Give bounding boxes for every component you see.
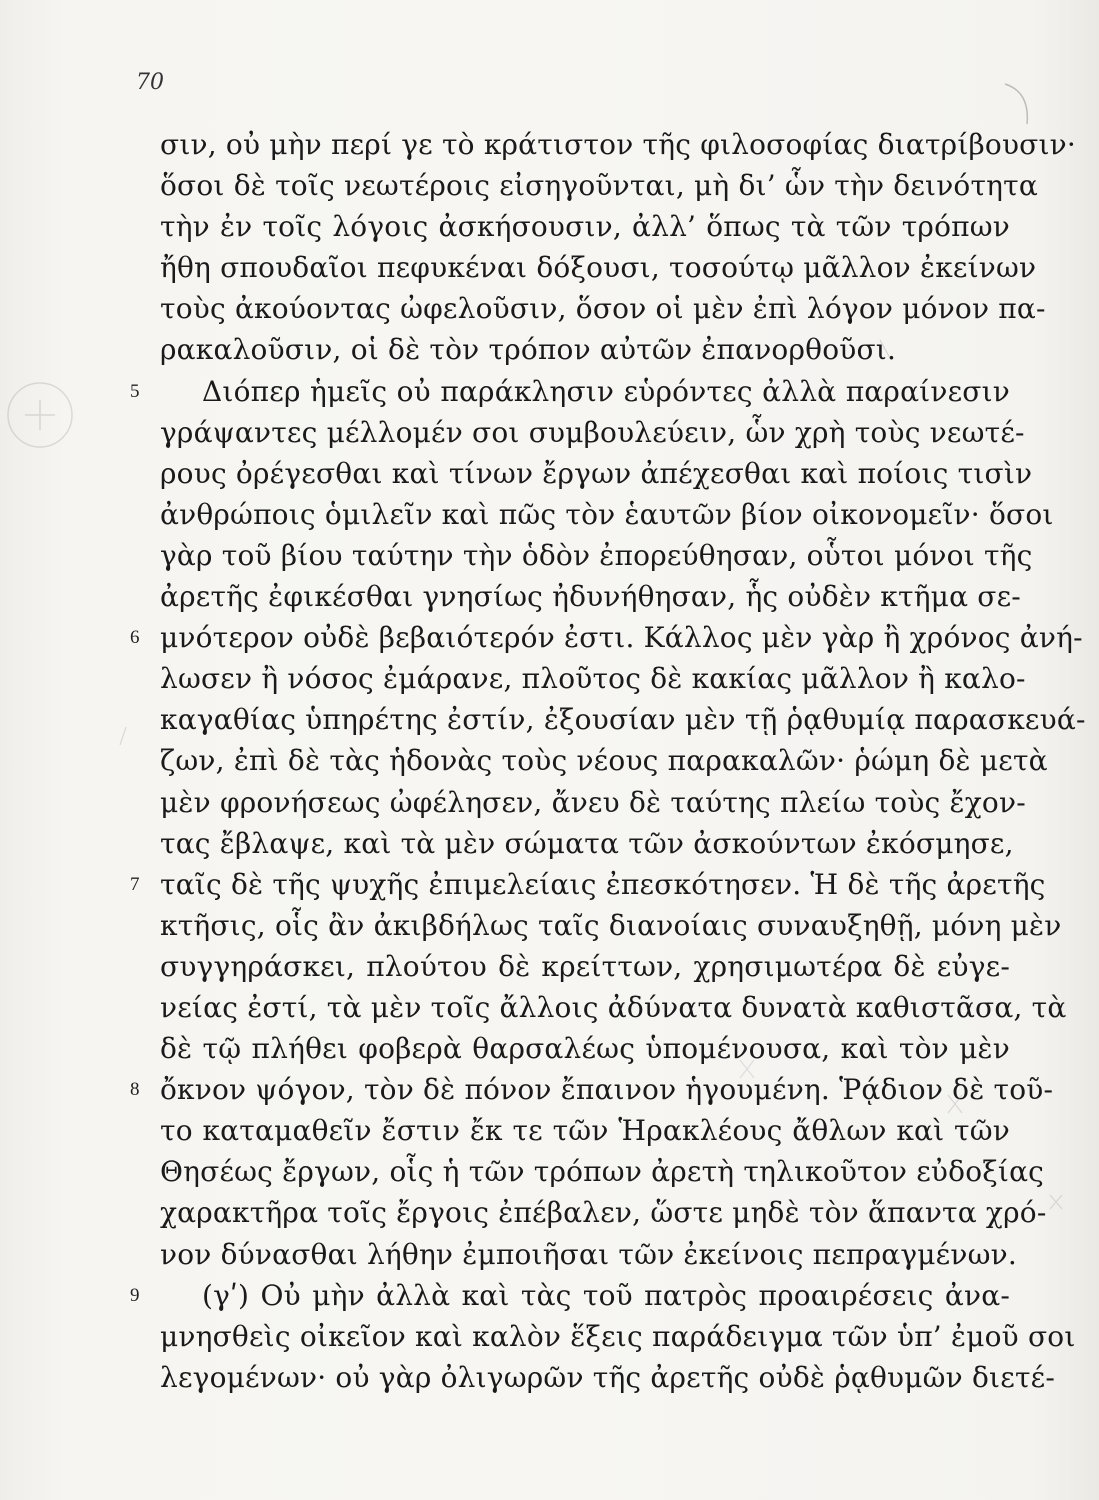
section-number: 9 [130,1284,140,1306]
text-line: μὲν φρονήσεως ὠφέλησεν, ἄνευ δὲ ταύτης πλείω τοὺς ἔχον- [160,785,1026,819]
text-line: νον δύνασθαι λήθην ἐμποιῆσαι τῶν ἐκείνοις πεπραγμένων. [160,1237,1017,1271]
text-line: ὄκνον ψόγον, τὸν δὲ πόνον ἔπαινον ἡγουμένη. Ῥᾴδιον δὲ τοῦ- [160,1073,1054,1107]
text-line: ζων, ἐπὶ δὲ τὰς ἡδονὰς τοὺς νέους παρακαλῶν· ῥώμη δὲ μετὰ [160,744,1048,778]
text-line: κτῆσις, οἷς ἂν ἀκιβδήλως ταῖς διανοίαις συναυξηθῇ, μόνη μὲν [160,908,1062,942]
text-line: συγγηράσκει, πλούτου δὲ κρείττων, χρησιμωτέρα δὲ εὐγε- [160,949,1010,983]
text-line: ρους ὀρέγεσθαι καὶ τίνων ἔργων ἀπέχεσθαι καὶ ποίοις τισὶν [160,456,1033,490]
text-line: γὰρ τοῦ βίου ταύτην τὴν ὁδὸν ἐπορεύθησαν, οὗτοι μόνοι τῆς [160,538,1033,572]
text-line: ἤθη σπουδαῖοι πεφυκέναι δόξουσι, τοσούτῳ μᾶλλον ἐκείνων [160,251,1037,285]
text-line: δὲ τῷ πλήθει φοβερὰ θαρσαλέως ὑπομένουσα, καὶ τὸν μὲν [160,1032,1010,1066]
text-line: ταῖς δὲ τῆς ψυχῆς ἐπιμελείαις ἐπεσκότησεν. Ἡ δὲ τῆς ἀρετῆς [160,867,1046,901]
text-line: ρακαλοῦσιν, οἱ δὲ τὸν τρόπον αὐτῶν ἐπανορθοῦσι. [160,333,897,367]
text-line: Θησέως ἔργων, οἷς ἡ τῶν τρόπων ἀρετὴ τηλικοῦτον εὐδοξίας [160,1155,1045,1189]
section-number: 7 [130,873,140,895]
text-line: καγαθίας ὑπηρέτης ἐστίν, ἐξουσίαν μὲν τῇ ῥᾳθυμίᾳ παρασκευά- [160,703,1086,737]
text-line: σιν, οὐ μὴν περί γε τὸ κράτιστον τῆς φιλοσοφίας διατρίβουσιν· [160,128,1076,161]
section-number: 6 [130,627,140,649]
text-line: μνότερον οὐδὲ βεβαιότερόν ἐστι. Κάλλος μὲν γὰρ ἢ χρόνος ἀνή- [160,621,1083,655]
text-line: γράψαντες μέλλομέν σοι συμβουλεύειν, ὧν χρὴ τοὺς νεωτέ- [160,415,1025,449]
section-number: 5 [130,380,140,402]
page-number: 70 [136,70,164,95]
text-line: τὴν ἐν τοῖς λόγοις ἀσκήσουσιν, ἀλλ’ ὅπως τὰ τῶν τρόπων [160,210,1010,244]
text-line: τας ἔβλαψε, καὶ τὰ μὲν σώματα τῶν ἀσκούντων ἐκόσμησε, [160,826,1014,860]
text-line: μνησθεὶς οἰκεῖον καὶ καλὸν ἕξεις παράδειγμα τῶν ὑπ’ ἐμοῦ σοι [160,1319,1076,1353]
text-line: Διόπερ ἡμεῖς οὐ παράκλησιν εὑρόντες ἀλλὰ παραίνεσιν [202,374,1010,408]
text-line: ἀρετῆς ἐφικέσθαι γνησίως ἠδυνήθησαν, ἧς οὐδὲν κτῆμα σε- [160,580,1021,614]
text-line: ὅσοι δὲ τοῖς νεωτέροις εἰσηγοῦνται, μὴ δι’ ὧν τὴν δεινότητα [160,169,1038,203]
text-line: λωσεν ἢ νόσος ἐμάρανε, πλοῦτος δὲ κακίας μᾶλλον ἢ καλο- [160,662,1026,696]
text-line: το καταμαθεῖν ἔστιν ἔκ τε τῶν Ἡρακλέους ἄθλων καὶ τῶν [160,1114,1010,1148]
text-line: χαρακτῆρα τοῖς ἔργοις ἐπέβαλεν, ὥστε μηδὲ τὸν ἅπαντα χρό- [160,1196,1047,1230]
section-number: 8 [130,1079,140,1101]
greek-text-body [160,124,1086,1398]
text-line: ἀνθρώποις ὁμιλεῖν καὶ πῶς τὸν ἑαυτῶν βίον οἰκονομεῖν· ὅσοι [160,497,1054,531]
text-line: λεγομένων· οὐ γὰρ ὀλιγωρῶν τῆς ἀρετῆς οὐδὲ ῥᾳθυμῶν διετέ- [160,1360,1055,1394]
text-line: (γʹ) Οὐ μὴν ἀλλὰ καὶ τὰς τοῦ πατρὸς προαιρέσεις ἀνα- [202,1278,1010,1312]
text-line: τοὺς ἀκούοντας ὠφελοῦσιν, ὅσον οἱ μὲν ἐπὶ λόγον μόνον πα- [160,292,1046,326]
text-line: νείας ἐστί, τὰ μὲν τοῖς ἄλλοις ἀδύνατα δυνατὰ καθιστᾶσα, τὰ [160,990,1067,1024]
